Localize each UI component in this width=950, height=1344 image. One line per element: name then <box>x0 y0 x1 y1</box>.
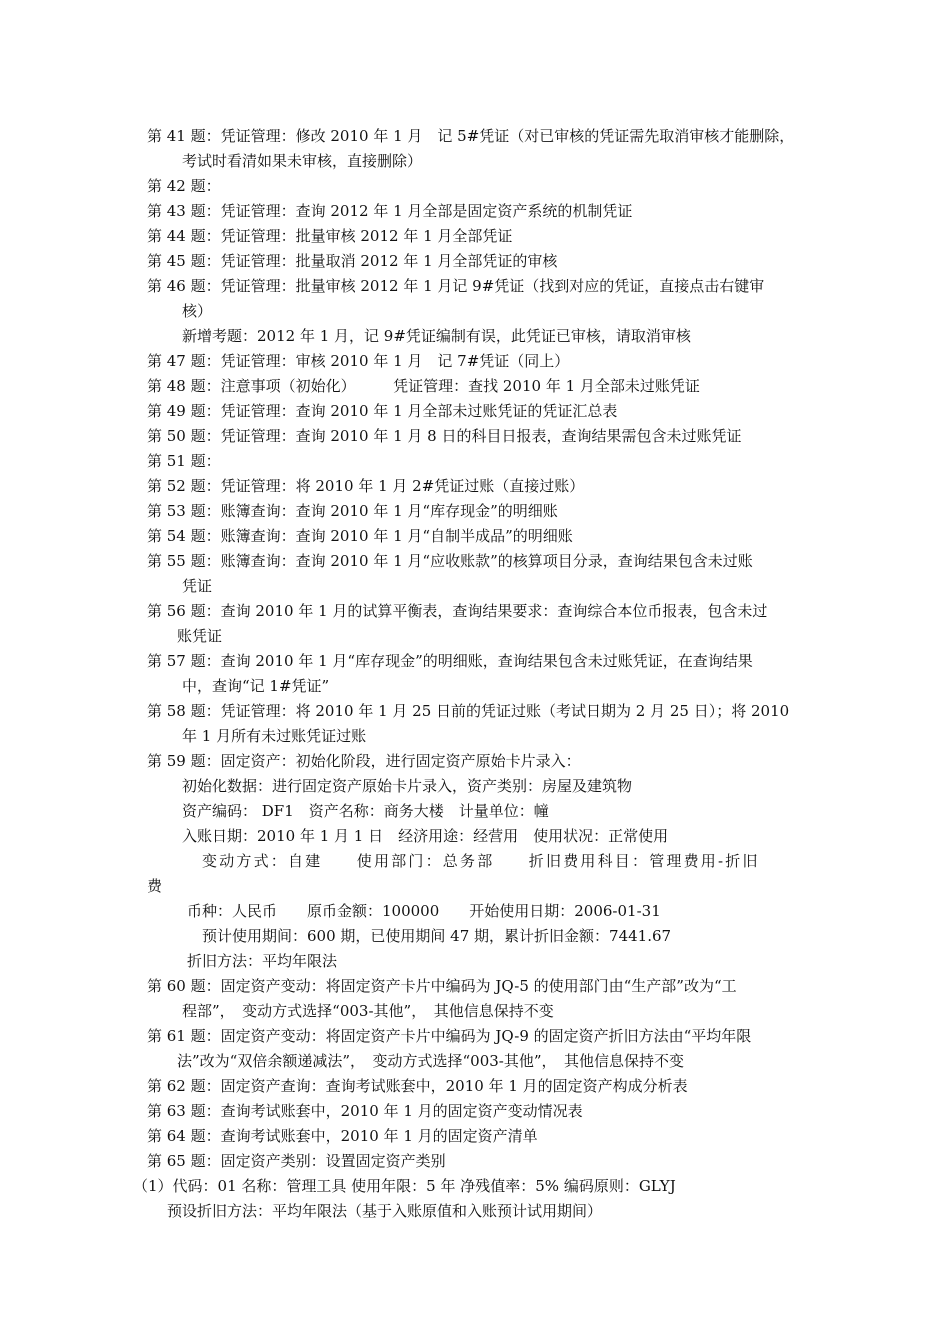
text-line: 第 64 题：查询考试账套中，2010 年 1 月的固定资产清单 <box>147 1127 538 1145</box>
text-line: 年 1 月所有未过账凭证过账 <box>182 727 367 745</box>
text-line: 第 45 题：凭证管理：批量取消 2012 年 1 月全部凭证的审核 <box>147 252 558 270</box>
text-line: 法”改为“双倍余额递减法”， 变动方式选择“003-其他”， 其他信息保持不变 <box>177 1052 685 1070</box>
text-line: 第 47 题：凭证管理：审核 2010 年 1 月 记 7#凭证（同上） <box>147 352 570 370</box>
document-body <box>133 124 812 1224</box>
text-line: 程部”， 变动方式选择“003-其他”， 其他信息保持不变 <box>182 1002 554 1020</box>
text-line: 第 62 题：固定资产查询：查询考试账套中，2010 年 1 月的固定资产构成分析表 <box>147 1077 688 1095</box>
text-line: 第 63 题：查询考试账套中，2010 年 1 月的固定资产变动情况表 <box>147 1102 583 1120</box>
text-line: 预设折旧方法：平均年限法（基于入账原值和入账预计试用期间） <box>167 1202 603 1220</box>
text-line: 入账日期：2010 年 1 月 1 日 经济用途：经营用 使用状况：正常使用 <box>182 827 669 845</box>
text-line: 初始化数据：进行固定资产原始卡片录入，资产类别：房屋及建筑物 <box>182 777 633 795</box>
text-line: 核） <box>182 302 213 320</box>
text-line: 第 42 题： <box>147 177 221 195</box>
text-line: 第 65 题：固定资产类别：设置固定资产类别 <box>147 1152 446 1170</box>
text-line: 第 53 题：账簿查询：查询 2010 年 1 月“库存现金”的明细账 <box>147 502 558 520</box>
text-line: 第 46 题：凭证管理：批量审核 2012 年 1 月记 9#凭证（找到对应的凭证，直接点击右键审 <box>147 277 765 295</box>
text-line: 第 56 题：查询 2010 年 1 月的试算平衡表，查询结果要求：查询综合本位币报表，包含未过 <box>147 602 768 620</box>
text-line: 第 50 题：凭证管理：查询 2010 年 1 月 8 日的科目日报表，查询结果需包含未过账凭证 <box>147 427 742 445</box>
text-line: 币种：人民币 原币金额：100000 开始使用日期：2006-01-31 <box>187 902 661 920</box>
text-line: 账凭证 <box>177 627 223 645</box>
text-line: 第 44 题：凭证管理：批量审核 2012 年 1 月全部凭证 <box>147 227 513 245</box>
text-line: 考试时看清如果未审核，直接删除） <box>182 152 423 170</box>
text-line: 新增考题：2012 年 1 月，记 9#凭证编制有误，此凭证已审核，请取消审核 <box>182 327 691 345</box>
text-line: 第 55 题：账簿查询：查询 2010 年 1 月“应收账款”的核算项目分录，查询结果包含未过账 <box>147 552 753 570</box>
text-line: 凭证 <box>182 577 213 595</box>
text-line: 第 58 题：凭证管理：将 2010 年 1 月 25 日前的凭证过账（考试日期为 2 月 25 日）；将 2010 <box>147 702 790 720</box>
text-line: 中，查询“记 1#凭证” <box>182 677 330 695</box>
text-line: 第 57 题：查询 2010 年 1 月“库存现金”的明细账，查询结果包含未过账凭证，在查询结果 <box>147 652 753 670</box>
text-line: 变动方式：自建 使用部门：总务部 折旧费用科目：管理费用-折旧 <box>202 852 760 870</box>
text-line: 预计使用期间：600 期，已使用期间 47 期，累计折旧金额：7441.67 <box>202 927 672 945</box>
text-line: 折旧方法：平均年限法 <box>187 952 338 970</box>
text-line: 第 60 题：固定资产变动：将固定资产卡片中编码为 JQ-5 的使用部门由“生产部”改为“工 <box>147 977 737 995</box>
text-line: 第 43 题：凭证管理：查询 2012 年 1 月全部是固定资产系统的机制凭证 <box>147 202 633 220</box>
text-line: 第 52 题：凭证管理：将 2010 年 1 月 2#凭证过账（直接过账） <box>147 477 585 495</box>
text-line: 第 61 题：固定资产变动：将固定资产卡片中编码为 JQ-9 的固定资产折旧方法由“平均年限 <box>147 1027 752 1045</box>
text-line: 第 49 题：凭证管理：查询 2010 年 1 月全部未过账凭证的凭证汇总表 <box>147 402 618 420</box>
text-line: 费 <box>147 877 163 895</box>
text-line: （1）代码：01 名称：管理工具 使用年限：5 年 净残值率：5% 编码原则：GLYJ <box>133 1177 676 1195</box>
text-line: 第 54 题：账簿查询：查询 2010 年 1 月“自制半成品”的明细账 <box>147 527 573 545</box>
text-line: 第 48 题：注意事项（初始化） 凭证管理：查找 2010 年 1 月全部未过账凭证 <box>147 377 700 395</box>
text-line: 第 59 题：固定资产：初始化阶段，进行固定资产原始卡片录入： <box>147 752 581 770</box>
text-line: 第 51 题： <box>147 452 221 470</box>
text-line: 资产编码： DF1 资产名称：商务大楼 计量单位：幢 <box>182 802 549 820</box>
text-line: 第 41 题：凭证管理：修改 2010 年 1 月 记 5#凭证（对已审核的凭证需先取消审核才能删除， <box>147 127 795 145</box>
